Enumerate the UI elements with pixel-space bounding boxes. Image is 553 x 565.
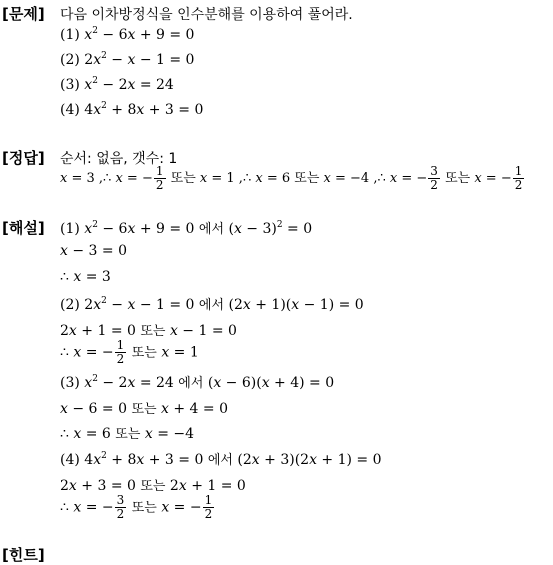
solution-4-step: 2x + 3 = 0 또는 2x + 1 = 0: [60, 478, 246, 494]
problem-item-4: (4) $4x^2 + 8x + 3 = 0$: [60, 101, 204, 118]
solution-1-result: ∴ x = 3: [60, 269, 111, 285]
solution-3-step: x − 6 = 0 또는 x + 4 = 0: [60, 401, 228, 417]
solution-4-factor: (4) $4x^2 + 8x + 3 = 0$ 에서 (2x + 3)(2x + 1) = 0: [60, 451, 382, 468]
problem-item-3: (3) $x^2 - 2x = 24$: [60, 76, 174, 93]
hint-label: [힌트]: [2, 546, 45, 564]
answer-label: [정답]: [2, 149, 45, 167]
solution-2-step: 2x + 1 = 0 또는 x − 1 = 0: [60, 323, 237, 339]
answer-order-line: 순서: 없음, 갯수: 1: [60, 151, 178, 167]
problem-label: [문제]: [2, 5, 45, 23]
problem-item-1: (1) $x^2 - 6x + 9 = 0$: [60, 26, 195, 43]
solution-3-result: ∴ x = 6 또는 x = −4: [60, 426, 195, 442]
problem-item-2: (2) $2x^2 - x - 1 = 0$: [60, 51, 195, 68]
solution-3-factor: (3) $x^2 - 2x = 24$ 에서 (x − 6)(x + 4) = 0: [60, 374, 335, 391]
solution-2-result: ∴ x = − $\frac{1}{2}$ 또는 x = 1: [60, 338, 199, 366]
answer-values-line: x = 3 ,∴ x = − $\frac{1}{2}$ 또는 x = 1 ,∴ x = 6 또는 x = −4 ,∴ x = − $\frac{3}{2}$ 또는 x = − $\frac{1}{2}$: [60, 164, 523, 192]
solution-1-factor: (1) $x^2 - 6x + 9 = 0$ 에서 $(x - 3)^2 = 0$: [60, 220, 313, 237]
solution-4-result: ∴ x = − $\frac{3}{2}$ 또는 x = − $\frac{1}{2}$: [60, 493, 213, 521]
solution-1-step: x − 3 = 0: [60, 243, 127, 259]
solution-label: [해설]: [2, 219, 45, 237]
solution-2-factor: (2) $2x^2 - x - 1 = 0$ 에서 (2x + 1)(x − 1) = 0: [60, 296, 364, 313]
problem-instruction: 다음 이차방정식을 인수분해를 이용하여 풀어라.: [60, 7, 353, 23]
